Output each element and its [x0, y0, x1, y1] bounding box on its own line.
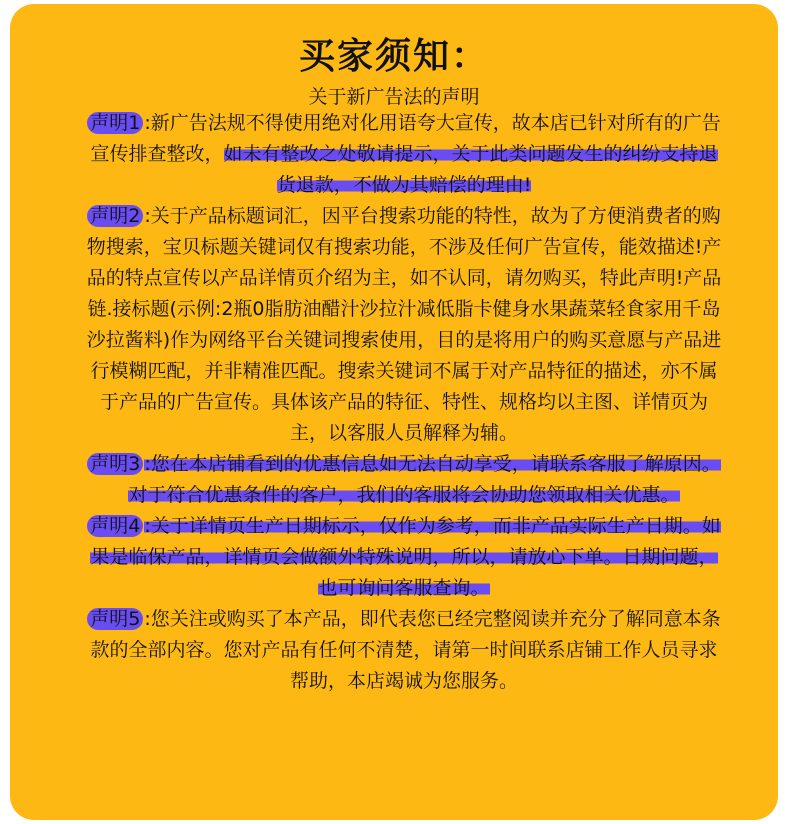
statement-text: :新广告法规不得使用绝对化用语夸大宣传，故本店已针对所有的广告宣传排查整改， — [90, 112, 721, 165]
statement-highlight: 如未有整改之处敬请提示，关于此类问题发生的纠纷支持退货退款，不做为其赔偿的理由! — [223, 143, 718, 196]
statement-tag: 声明2 — [87, 205, 143, 227]
statement-tag: 声明1 — [87, 112, 143, 134]
statement-tag: 声明4 — [87, 515, 143, 537]
statement-list — [84, 108, 724, 697]
statement-text: :您关注或购买了本产品，即代表您已经完整阅读并充分了解同意本条款的全部内容。您对产品有任何不清楚，请第一时间联系店铺工作人员寻求帮助，本店竭诚为您服务。 — [90, 608, 721, 692]
statement-1 — [84, 108, 724, 201]
statement-tag: 声明3 — [87, 453, 143, 475]
statement-text: :关于产品标题词汇，因平台搜索功能的特性，故为了方便消费者的购物搜索，宝贝标题关键词仅有搜索功能，不涉及任何广告宣传，能效描述!产品的特点宣传以产品详情页介绍为主，如不认同，请勿购买，特此声明!产品链.接标题(示例:2瓶0脂肪油醋汁沙拉汁减低脂卡健身水果蔬菜轻食家用千岛沙拉酱料)作为网络平台关键词搜索使用，目的是将用户的购买意愿与产品进行模糊匹配，并非精准匹配。搜索关键词不属于对产品特征的描述，亦不属于产品的广告宣传。具体该产品的特征、特性、规格均以主图、详情页为主，以客服人员解释为辅。 — [86, 205, 722, 444]
page-title: 买家须知： — [298, 36, 489, 77]
statement-tag: 声明5 — [87, 608, 143, 630]
statement-2 — [84, 201, 724, 449]
statement-3 — [84, 449, 724, 511]
statement-highlight: :您在本店铺看到的优惠信息如无法自动享受，请联系客服了解原因。对于符合优惠条件的客户，我们的客服将会协助您领取相关优惠。 — [128, 453, 721, 506]
statement-highlight: :关于详情页生产日期标示，仅作为参考，而非产品实际生产日期。如果是临保产品，详情页会做额外特殊说明，所以，请放心下单。日期问题，也可询问客服查询。 — [90, 515, 721, 599]
statement-4 — [84, 511, 724, 604]
statement-5 — [84, 604, 724, 697]
notice-card — [10, 4, 778, 820]
page-subtitle: 关于新广告法的声明 — [308, 86, 480, 108]
